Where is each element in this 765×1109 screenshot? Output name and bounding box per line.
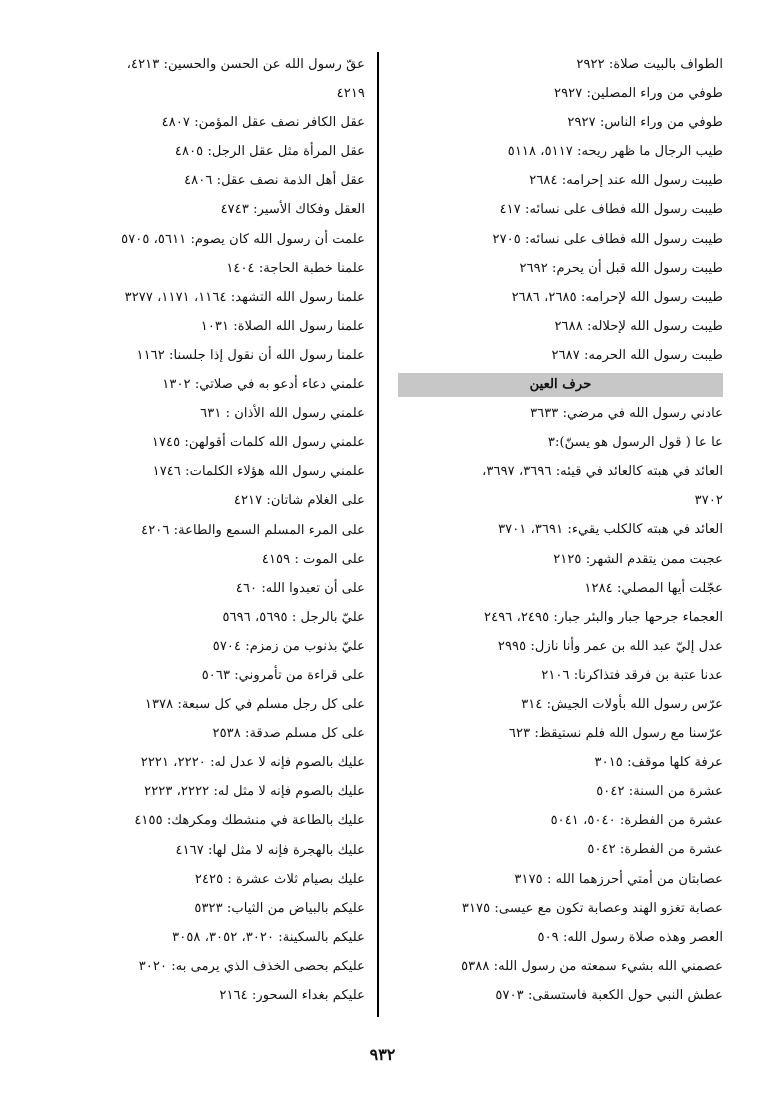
index-entry: علمني رسول الله هؤلاء الكلمات: ١٧٤٦	[152, 464, 365, 480]
index-entry: عصمني الله بشيء سمعته من رسول الله: ٥٣٨٨	[461, 958, 723, 974]
index-entry: عصابة تغزو الهند وعصابة تكون مع عيسى: ٣١٧٥	[461, 900, 723, 916]
index-entry: طيبت رسول الله عند إحرامه: ٢٦٨٤	[529, 173, 723, 189]
index-entry: الطواف بالبيت صلاة: ٢٩٢٢	[576, 57, 723, 72]
index-entry: عشرة من الفطرة: ٥٠٤٠، ٥٠٤١	[550, 813, 723, 829]
index-entry: على المرء المسلم السمع والطاعة: ٤٢٠٦	[141, 522, 365, 538]
index-entry: طيبت رسول الله الحرمه: ٢٦٨٧	[551, 347, 723, 363]
index-entry: عليّ بالرجل : ٥٦٩٥، ٥٦٩٦	[222, 609, 365, 625]
index-entry: عصابتان من أمتي أحرزهما الله : ٣١٧٥	[514, 871, 723, 887]
index-entry: عرفة كلها موقف: ٣٠١٥	[594, 755, 723, 771]
index-entry: علمنا رسول الله الصلاة: ١٠٣١	[200, 318, 365, 334]
index-entry: عدنا عتبة بن فرقد فتذاكرنا: ٢١٠٦	[541, 667, 723, 683]
index-entry: طوفي من وراء المصلين: ٢٩٢٧	[554, 86, 723, 102]
index-entry: عا عا ( قول الرسول هو يسنّ):٣	[547, 435, 723, 451]
index-column-left	[40, 50, 365, 1010]
index-entry: طيبت رسول الله لإحرامه: ٢٦٨٥، ٢٦٨٦	[511, 289, 723, 305]
index-entry: عدل إليّ عبد الله بن عمر وأنا نازل: ٢٩٩٥	[497, 638, 723, 654]
index-entry: عرّسنا مع رسول الله فلم نستيقظ: ٦٢٣	[508, 726, 723, 742]
index-entry: عليك بالطاعة في منشطك ومكرهك: ٤١٥٥	[134, 813, 365, 829]
index-entry: طيبت رسول الله فطاف على نسائه: ٤١٧	[499, 202, 723, 218]
index-entry: عليك بالهجرة فإنه لا مثل لها: ٤١٦٧	[175, 842, 365, 858]
index-entry: العصر وهذه صلاة رسول الله: ٥٠٩	[537, 929, 723, 945]
index-entry: طيب الرجال ما ظهر ريحه: ٥١١٧، ٥١١٨	[507, 144, 723, 160]
index-entry: على الغلام شاتان: ٤٢١٧	[233, 493, 365, 509]
column-divider	[377, 52, 379, 1017]
index-entry: ٤٢١٩	[336, 86, 365, 102]
index-entry: عقل أهل الذمة نصف عقل: ٤٨٠٦	[184, 173, 365, 189]
index-entry: عقل المرأة مثل عقل الرجل: ٤٨٠٥	[174, 144, 365, 160]
index-entry: على أن تعبدوا الله: ٤٦٠	[235, 580, 365, 596]
index-entry: عجبت ممن يتقدم الشهر: ٢١٢٥	[553, 551, 723, 567]
index-entry: علمنا خطبة الحاجة: ١٤٠٤	[226, 260, 365, 276]
index-entry: على كل رجل مسلم في كل سبعة: ١٣٧٨	[144, 697, 365, 713]
index-entry: طيبت رسول الله قبل أن يحرم: ٢٦٩٢	[519, 260, 723, 276]
index-entry: العقل وفكاك الأسير: ٤٧٤٣	[220, 202, 365, 218]
index-entry: علمني رسول الله الأذان : ٦٣١	[200, 406, 365, 422]
index-entry: علمت أن رسول الله كان يصوم: ٥٦١١، ٥٧٠٥	[121, 231, 365, 247]
index-entry: على الموت : ٤١٥٩	[261, 551, 365, 567]
index-entry: العجماء جرحها جبار والبئر جبار: ٢٤٩٥، ٢٤٩٦	[484, 609, 723, 625]
index-entry: طيبت رسول الله فطاف على نسائه: ٢٧٠٥	[492, 231, 723, 247]
index-entry: عليكم بالسكينة: ٣٠٢٠، ٣٠٥٢، ٣٠٥٨	[172, 929, 365, 945]
index-entry: عرّس رسول الله بأولات الجيش: ٣١٤	[521, 696, 723, 712]
index-entry: العائد في هبته كالعائد في قيئه: ٣٦٩٦، ٣٦٩٧،	[482, 464, 723, 480]
index-entry: عادني رسول الله في مرضي: ٣٦٣٣	[530, 406, 723, 422]
index-entry: عليكم بغداء السحور: ٢١٦٤	[219, 988, 365, 1003]
section-heading: حرف العين	[398, 373, 723, 397]
index-entry: عشرة من الفطرة: ٥٠٤٢	[587, 842, 723, 858]
index-entry: عقل الكافر نصف عقل المؤمن: ٤٨٠٧	[161, 115, 365, 131]
index-entry: علمنا رسول الله التشهد: ١١٦٤، ١١٧١، ٣٢٧٧	[124, 289, 365, 305]
index-entry: علمني رسول الله كلمات أقولهن: ١٧٤٥	[151, 435, 365, 451]
index-entry: العائد في هبته كالكلب يقيء: ٣٦٩١، ٣٧٠١	[498, 522, 723, 538]
index-entry: على كل مسلم صدقة: ٢٥٣٨	[212, 726, 365, 742]
index-entry: عشرة من السنة: ٥٠٤٢	[596, 784, 723, 800]
index-entry: عقّ رسول الله عن الحسن والحسين: ٤٢١٣،	[126, 57, 365, 72]
index-entry: طيبت رسول الله لإحلاله: ٢٦٨٨	[554, 318, 723, 334]
index-entry: علمنا رسول الله أن نقول إذا جلسنا: ١١٦٢	[136, 347, 365, 363]
index-entry: عجّلت أيها المصلي: ١٢٨٤	[584, 580, 723, 596]
page-number: ٩٣٢	[369, 1045, 396, 1064]
index-entry: عليك بالصوم فإنه لا مثل له: ٢٢٢٢، ٢٢٢٣	[144, 784, 365, 800]
index-column-right	[398, 50, 723, 1010]
index-entry: طوفي من وراء الناس: ٢٩٢٧	[567, 115, 723, 131]
index-entry: عليكم بالبياض من الثياب: ٥٣٢٣	[194, 900, 365, 916]
index-entry: ٣٧٠٢	[694, 493, 723, 509]
index-entry: عليك بصيام ثلاث عشرة : ٢٤٢٥	[194, 871, 365, 887]
index-entry: عطش النبي حول الكعبة فاستسقى: ٥٧٠٣	[495, 987, 723, 1003]
index-entry: على قراءة من تأمروني: ٥٠٦٣	[201, 667, 365, 683]
index-entry: عليكم بحصى الخذف الذي يرمى به: ٣٠٢٠	[138, 958, 365, 974]
index-entry: علمني دعاء أدعو به في صلاتي: ١٣٠٢	[162, 377, 365, 393]
index-entry: عليك بالصوم فإنه لا عدل له: ٢٢٢٠، ٢٢٢١	[140, 755, 365, 771]
index-entry: عليّ بذنوب من زمزم: ٥٧٠٤	[212, 638, 365, 654]
